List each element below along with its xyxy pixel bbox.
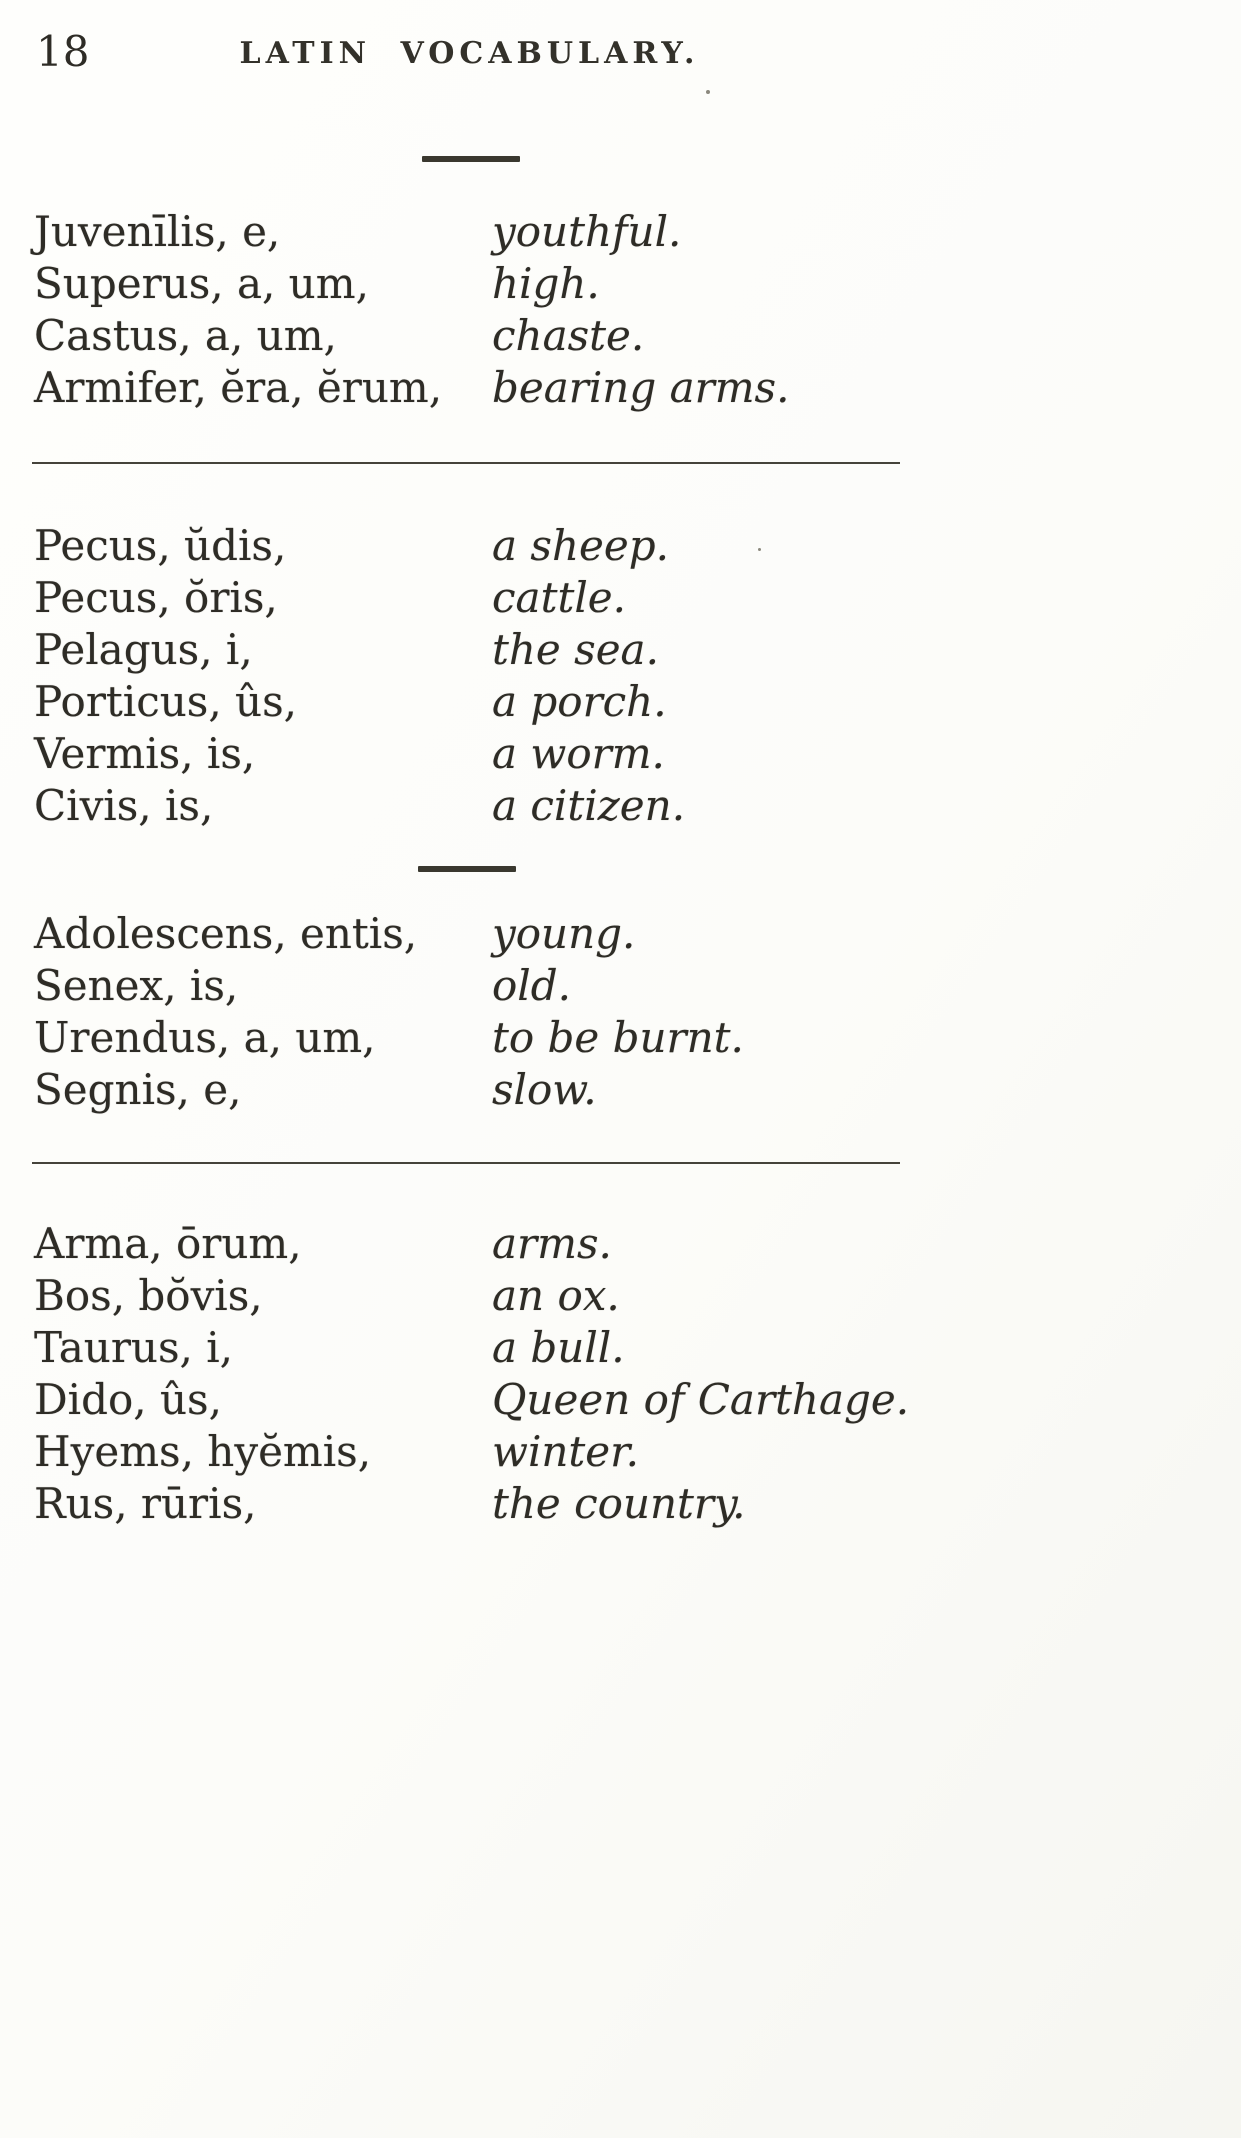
vocab-entry [34, 1374, 910, 1426]
vocab-entry [34, 1270, 905, 1322]
vocab-section-adjectives-2 [34, 908, 905, 1116]
latin-term: Segnis, e, [34, 1065, 242, 1114]
vocab-entry [34, 572, 905, 624]
english-translation: the sea. [492, 625, 659, 674]
english-translation: chaste. [492, 311, 645, 360]
english-translation: to be burnt. [492, 1013, 744, 1062]
running-title: LATIN VOCABULARY. [239, 36, 700, 71]
latin-term: Dido, ûs, [34, 1375, 222, 1424]
latin-term: Vermis, is, [34, 729, 256, 778]
section-divider-long [32, 1162, 900, 1164]
latin-term: Taurus, i, [34, 1323, 234, 1372]
vocab-entry [34, 1322, 905, 1374]
latin-term: Civis, is, [34, 781, 214, 830]
latin-term: Pecus, ŏris, [34, 573, 278, 622]
english-translation: youthful. [492, 207, 682, 256]
vocab-entry [34, 310, 905, 362]
english-translation: cattle. [492, 573, 626, 622]
page-number: 18 [36, 27, 90, 76]
latin-term: Superus, a, um, [34, 259, 369, 308]
latin-term: Pelagus, i, [34, 625, 253, 674]
english-translation: high. [492, 259, 600, 308]
english-translation: winter. [492, 1427, 639, 1476]
vocab-entry [34, 258, 905, 310]
latin-term: Arma, ōrum, [34, 1219, 302, 1268]
vocab-entry [34, 362, 905, 414]
english-translation: bearing arms. [492, 363, 790, 412]
vocab-entry [34, 1064, 905, 1116]
vocab-entry [34, 908, 905, 960]
latin-term: Hyems, hyĕmis, [34, 1427, 372, 1476]
vocab-entry [34, 1478, 905, 1530]
vocab-entry [34, 520, 905, 572]
vocab-section-nouns-2 [34, 1218, 910, 1530]
section-divider-long [32, 462, 900, 464]
vocab-entry [34, 206, 905, 258]
vocab-entry [34, 960, 905, 1012]
latin-term: Pecus, ŭdis, [34, 521, 287, 570]
vocab-entry [34, 1012, 905, 1064]
scan-speck [758, 548, 761, 551]
latin-term: Rus, rūris, [34, 1479, 257, 1528]
latin-term: Porticus, ûs, [34, 677, 298, 726]
english-translation: old. [492, 961, 571, 1010]
vocab-entry [34, 1218, 905, 1270]
english-translation: a citizen. [492, 781, 686, 830]
vocab-section-nouns-1 [34, 520, 905, 832]
english-translation: the country. [492, 1479, 746, 1528]
latin-term: Armifer, ĕra, ĕrum, [34, 363, 443, 412]
latin-term: Adolescens, entis, [34, 909, 418, 958]
english-translation: a porch. [492, 677, 667, 726]
vocab-entry [34, 1426, 905, 1478]
section-divider-short [418, 866, 516, 872]
vocab-entry [34, 780, 905, 832]
latin-term: Bos, bŏvis, [34, 1271, 263, 1320]
vocab-section-adjectives-1 [34, 206, 905, 414]
english-translation: a sheep. [492, 521, 669, 570]
scan-speck [706, 90, 710, 94]
latin-term: Urendus, a, um, [34, 1013, 376, 1062]
vocab-entry [34, 676, 905, 728]
latin-term: Senex, is, [34, 961, 239, 1010]
vocab-entry [34, 728, 905, 780]
page-header [34, 26, 905, 84]
english-translation: Queen of Carthage. [492, 1375, 910, 1424]
latin-term: Castus, a, um, [34, 311, 337, 360]
vocab-entry [34, 624, 905, 676]
latin-term: Juvenīlis, e, [34, 207, 281, 256]
english-translation: slow. [492, 1065, 597, 1114]
english-translation: young. [492, 909, 636, 958]
section-divider-short [422, 156, 520, 162]
english-translation: arms. [492, 1219, 612, 1268]
english-translation: a bull. [492, 1323, 625, 1372]
english-translation: an ox. [492, 1271, 620, 1320]
english-translation: a worm. [492, 729, 665, 778]
